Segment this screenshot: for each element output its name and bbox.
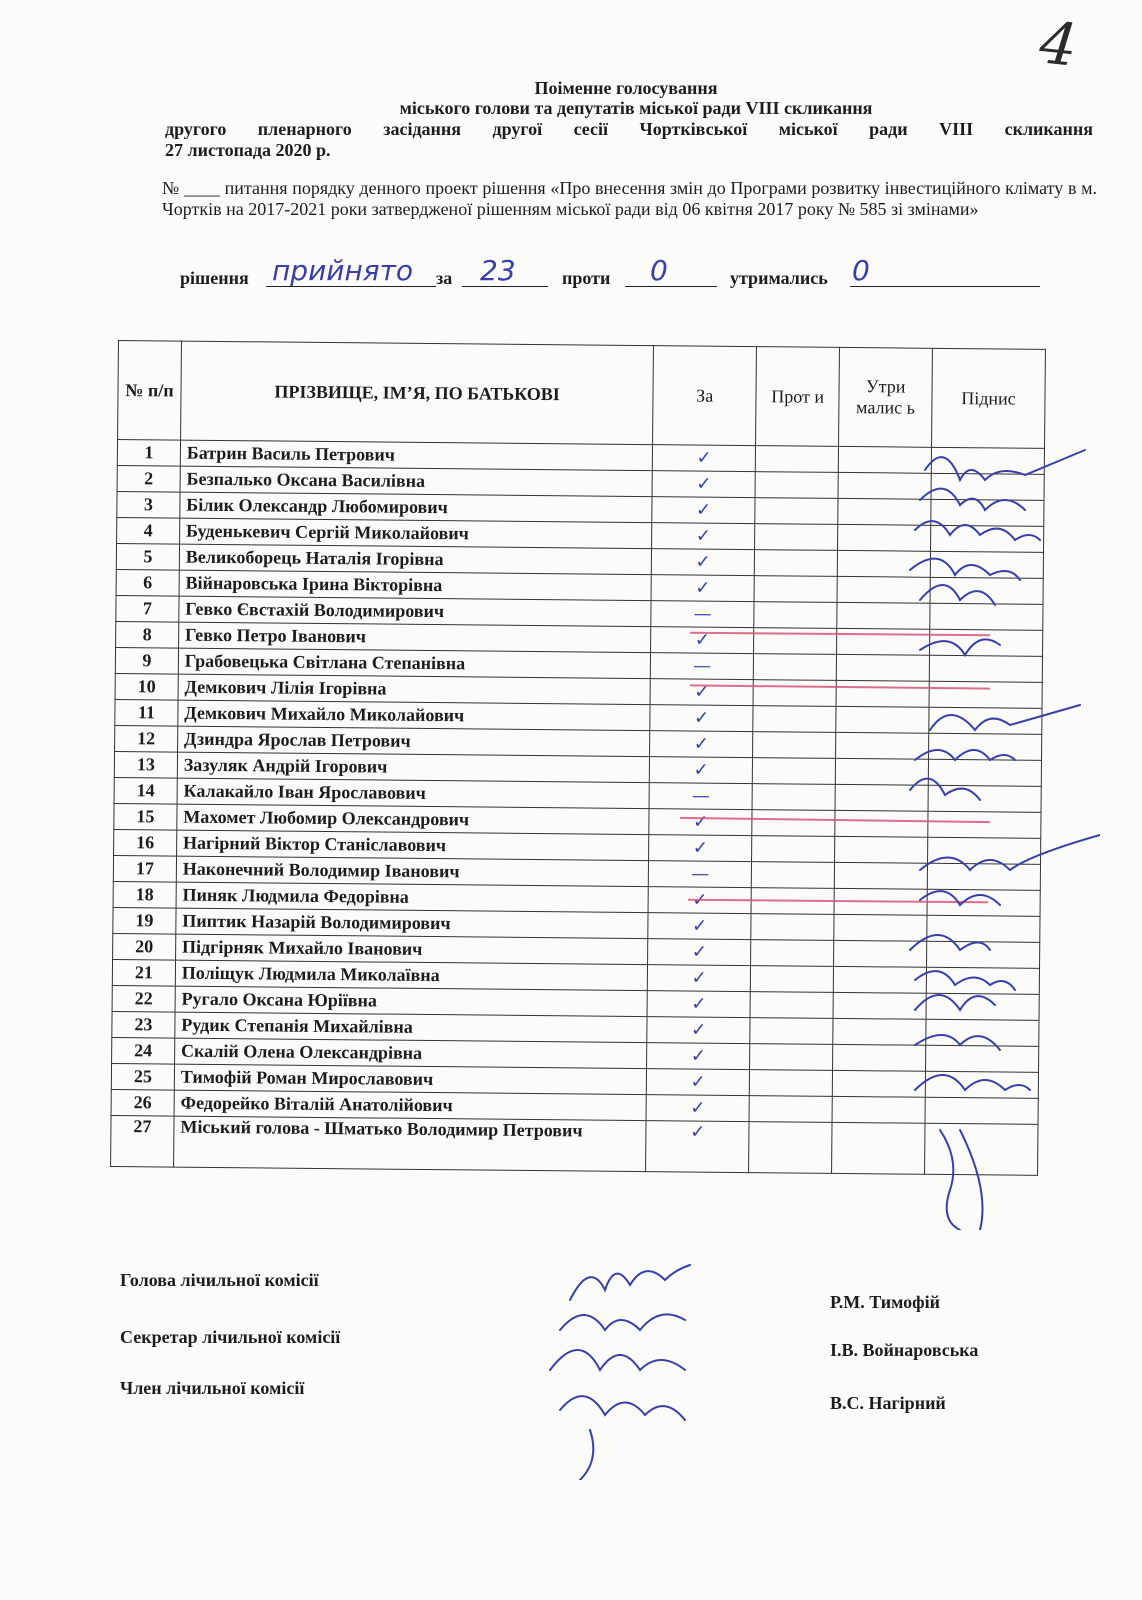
vote-check-icon: ✓ [694, 681, 710, 703]
vote-check-icon: ✓ [695, 577, 711, 599]
vote-check-icon: ✓ [696, 447, 712, 469]
vote-check-icon: ✓ [691, 967, 707, 989]
header-utrymalys: Утри малис ь [839, 347, 933, 447]
commission-secretary-label: Секретар лічильної комісії [120, 1327, 341, 1347]
row-vote-za [651, 575, 754, 602]
row-vote-za [647, 1043, 750, 1070]
row-num: 19 [113, 907, 176, 934]
vote-check-icon: ✓ [696, 473, 712, 495]
vote-dash: — [693, 603, 712, 625]
commission-member-name: В.С. Нагірний [830, 1393, 946, 1413]
row-vote-za [651, 627, 754, 654]
row-vote-proty [751, 862, 834, 889]
row-vote-proty [753, 732, 836, 759]
vote-check-icon: ✓ [691, 941, 708, 963]
row-vote-za [652, 549, 755, 576]
row-name: Тимофій Роман Мирославович [174, 1064, 647, 1095]
row-name: Пиняк Людмила Федорівна [176, 882, 649, 913]
vote-check-icon: ✓ [691, 993, 707, 1015]
row-name: Міський голова - Шматько Володимир Петрович [174, 1116, 647, 1172]
agenda-question: № ____ питання порядку денного проект рішення «Про внесення змін до Програми розвитку інвестиційного клімату в м. Чортків на 2017-2021 роки затвердженої рішенням міської ради від 06 квітня 2017 року № 585 зі змінами» [162, 178, 1097, 219]
row-num: 6 [116, 569, 179, 596]
row-num: 2 [117, 465, 180, 492]
row-vote-za [647, 1017, 750, 1044]
row-name: Демкович Михайло Миколайович [178, 700, 651, 731]
row-vote-za [649, 783, 752, 810]
row-vote-proty [752, 810, 835, 837]
row-vote-proty [749, 1096, 832, 1123]
row-name: Федорейко Віталій Анатолійович [174, 1090, 647, 1121]
row-name: Пиптик Назарій Володимирович [176, 908, 649, 939]
row-name: Поліщук Людмила Миколаївна [175, 960, 648, 991]
za-label: за [436, 268, 453, 288]
row-vote-proty [750, 1018, 833, 1045]
proty-underline [625, 268, 717, 287]
row-num: 3 [117, 491, 180, 518]
commission-signatures [530, 1240, 730, 1480]
row-vote-proty [749, 1122, 832, 1174]
row-num: 16 [114, 829, 177, 856]
row-num: 23 [112, 1011, 175, 1038]
vote-check-icon: ✓ [694, 629, 711, 651]
row-num: 14 [114, 777, 177, 804]
doc-title: Поіменне голосування [534, 78, 718, 98]
vote-dash: — [691, 863, 710, 885]
row-name: Дзиндра Ярослав Петрович [177, 726, 650, 757]
row-vote-proty [752, 784, 835, 811]
row-num: 24 [112, 1037, 175, 1064]
row-name: Рудик Степанія Михайлівна [175, 1012, 648, 1043]
proty-label: проти [562, 268, 611, 288]
row-name: Зазуляк Андрій Ігорович [177, 752, 650, 783]
row-vote-za [650, 731, 753, 758]
header-pidpys: Піднис [932, 348, 1046, 448]
row-num: 21 [112, 959, 175, 986]
row-num: 5 [116, 543, 179, 570]
utrymalys-underline [850, 268, 1040, 287]
row-vote-za [648, 939, 751, 966]
row-num: 25 [111, 1063, 174, 1090]
vote-check-icon: ✓ [693, 759, 709, 781]
row-vote-za [646, 1095, 749, 1122]
row-num: 7 [116, 595, 179, 622]
doc-subtitle: міського голови та депутатів міської ради VIII скликання [399, 98, 873, 118]
vote-dash: — [691, 785, 710, 807]
row-name: Підгірняк Михайло Іванович [175, 934, 648, 965]
row-name: Демкович Лілія Ігорівна [178, 674, 651, 705]
row-num: 11 [115, 699, 178, 726]
row-vote-proty [754, 576, 837, 603]
row-vote-proty [755, 472, 838, 499]
vote-check-icon: ✓ [690, 1045, 707, 1067]
row-name: Війнаровська Ірина Вікторівна [179, 570, 652, 601]
commission-member-label: Член лічильної комісії [120, 1378, 305, 1398]
row-num: 22 [112, 985, 175, 1012]
row-name: Гевко Євстахій Володимирович [179, 596, 652, 627]
row-vote-za [648, 913, 751, 940]
row-num: 20 [113, 933, 176, 960]
row-name: Грабовецька Світлана Степанівна [178, 648, 651, 679]
row-num: 8 [116, 621, 179, 648]
row-vote-za [648, 965, 751, 992]
row-vote-za [653, 445, 756, 472]
row-vote-za [650, 679, 753, 706]
row-name: Махомет Любомир Олександрович [177, 804, 650, 835]
session-line: другого пленарного засідання другої сесії Чортківської міської ради VIII скликання [165, 119, 1093, 139]
vote-check-icon: ✓ [692, 915, 708, 937]
row-vote-za [647, 991, 750, 1018]
proty-value: 0 [650, 254, 668, 287]
row-vote-proty [751, 914, 834, 941]
row-name: Ругало Оксана Юріївна [175, 986, 648, 1017]
row-vote-za [649, 861, 752, 888]
row-num: 1 [117, 440, 180, 467]
row-name: Буденькевич Сергій Миколайович [179, 518, 652, 549]
table-row [111, 1115, 1038, 1175]
row-num: 27 [111, 1115, 174, 1167]
commission-secretary-name: І.В. Войнаровська [830, 1340, 979, 1360]
vote-check-icon: ✓ [695, 551, 711, 573]
row-vote-za [652, 471, 755, 498]
row-vote-proty [755, 446, 838, 473]
commission-head-label: Голова лічильної комісії [120, 1270, 319, 1290]
row-vote-proty [749, 1070, 832, 1097]
row-num: 9 [115, 647, 178, 674]
row-vote-proty [753, 706, 836, 733]
row-vote-proty [753, 654, 836, 681]
vote-dash: — [693, 655, 712, 677]
za-value: 23 [480, 254, 516, 287]
row-vote-proty [751, 940, 834, 967]
row-num: 17 [113, 855, 176, 882]
row-vote-za [649, 835, 752, 862]
header-proty: Прот и [756, 347, 840, 447]
row-num: 15 [114, 803, 177, 830]
vote-check-icon: ✓ [693, 811, 709, 833]
row-vote-za [651, 601, 754, 628]
decision-value: прийнято [272, 254, 414, 287]
header-num: № п/п [118, 341, 182, 441]
row-vote-za [652, 497, 755, 524]
row-num: 13 [114, 751, 177, 778]
row-num: 18 [113, 881, 176, 908]
vote-check-icon: ✓ [690, 1071, 706, 1093]
vote-check-icon: ✓ [695, 499, 712, 521]
utrymalys-label: утримались [730, 268, 828, 288]
row-vote-proty [755, 524, 838, 551]
row-vote-za [650, 705, 753, 732]
row-vote-proty [753, 680, 836, 707]
row-num: 10 [115, 673, 178, 700]
row-vote-za [652, 523, 755, 550]
row-name: Безпалько Оксана Василівна [180, 466, 653, 497]
row-num: 12 [115, 725, 178, 752]
row-name: Батрин Василь Петрович [180, 440, 653, 471]
page-number: 4 [1036, 8, 1081, 80]
signatures-scribble [900, 430, 1100, 1230]
row-name: Нагірний Віктор Станіславович [176, 830, 649, 861]
vote-check-icon: ✓ [690, 1121, 706, 1143]
vote-check-icon: ✓ [693, 733, 710, 755]
header-name: ПРІЗВИЩЕ, ІМ’Я, ПО БАТЬКОВІ [180, 341, 653, 445]
decision-line [180, 254, 1080, 308]
row-vote-proty [752, 758, 835, 785]
decision-label: рішення [180, 268, 249, 288]
commission-head-name: Р.М. Тимофій [830, 1292, 941, 1312]
vote-check-icon: ✓ [691, 1019, 707, 1041]
row-name: Великоборець Наталія Ігорівна [179, 544, 652, 575]
row-vote-proty [755, 498, 838, 525]
row-name: Білик Олександр Любомирович [180, 492, 653, 523]
session-date: 27 листопада 2020 р. [165, 140, 331, 160]
row-vote-proty [754, 602, 837, 629]
vote-check-icon: ✓ [693, 707, 710, 729]
vote-check-icon: ✓ [690, 1097, 706, 1119]
row-name: Скалій Олена Олександрівна [174, 1038, 647, 1069]
row-vote-za [651, 653, 754, 680]
row-vote-proty [750, 992, 833, 1019]
row-vote-za [649, 809, 752, 836]
vote-check-icon: ✓ [695, 525, 712, 547]
row-vote-za [646, 1121, 749, 1173]
row-vote-za [650, 757, 753, 784]
row-vote-proty [752, 836, 835, 863]
row-vote-za [647, 1069, 750, 1096]
row-num: 26 [111, 1089, 174, 1116]
row-num: 4 [117, 517, 180, 544]
row-name: Калакайло Іван Ярославович [177, 778, 650, 809]
row-vote-proty [754, 550, 837, 577]
header-za: За [653, 346, 757, 446]
row-name: Наконечний Володимир Іванович [176, 856, 649, 887]
row-vote-proty [750, 1044, 833, 1071]
row-name: Гевко Петро Іванович [178, 622, 651, 653]
row-vote-proty [750, 966, 833, 993]
utrymalys-value: 0 [852, 254, 870, 287]
vote-check-icon: ✓ [692, 837, 709, 859]
